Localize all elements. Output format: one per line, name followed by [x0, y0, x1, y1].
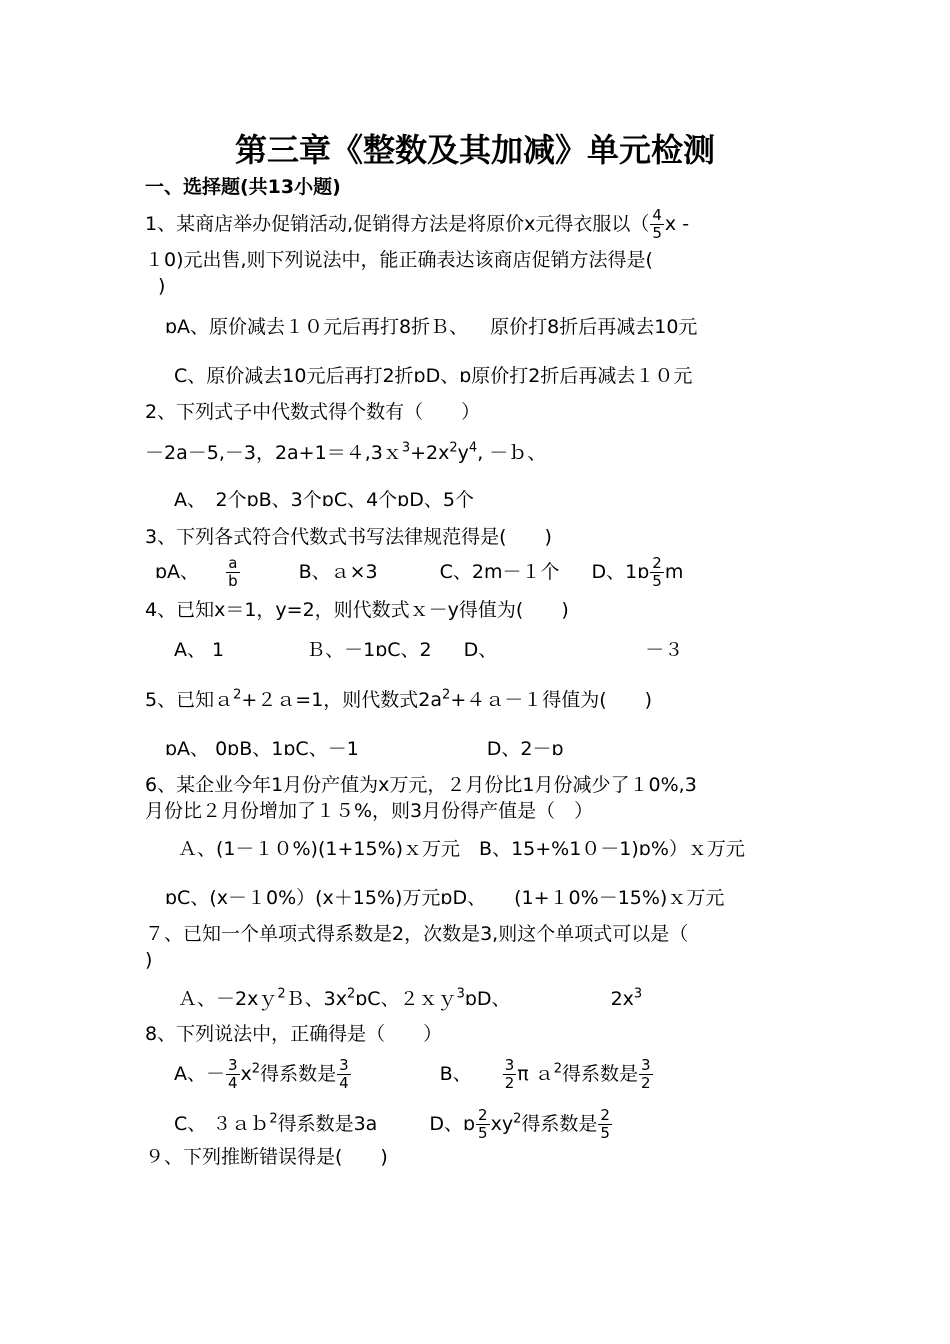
- fraction-denominator: 4: [339, 1074, 349, 1092]
- fraction: [639, 1057, 653, 1092]
- option-bc: Ｂ、－1ɒC、2: [306, 639, 432, 661]
- fraction-denominator: 2: [641, 1074, 651, 1092]
- option-d: (1+１0%－15%)ｘ万元: [514, 887, 725, 909]
- stem-text: 5、已知ａ: [145, 689, 234, 711]
- question-6-line-2: 月份比２月份增加了１５%，则3月份得产值是（ ）: [145, 800, 594, 822]
- option-c: ɒC、(x－１0%）(x＋15%)万元ɒD、: [165, 887, 487, 909]
- question-8-options-ab: [174, 1057, 654, 1092]
- option-a: Ａ、－2xｙ: [178, 988, 278, 1010]
- fraction: [226, 1057, 240, 1092]
- option-c-text: 得系数是3a: [277, 1113, 378, 1135]
- page-title: 第三章《整数及其加减》单元检测: [234, 131, 715, 169]
- option-a: ɒA、原价减去１０元后再打8折Ｂ、: [165, 316, 469, 338]
- stem-text: +４ａ－１得值为( ): [450, 689, 653, 711]
- option-d-text: m: [664, 561, 684, 583]
- fraction: [503, 1057, 517, 1092]
- fraction-numerator: 3: [504, 1056, 515, 1074]
- option-c: ɒC、２ｘｙ: [355, 988, 457, 1010]
- question-6-line-1: 6、某企业今年1月份产值为x万元，２月份比1月份减少了１0%,3: [145, 774, 697, 796]
- option-d-text: 2x: [610, 988, 634, 1010]
- question-8-options-cd: [174, 1107, 613, 1142]
- question-1-options-cd: C、原价减去10元后再打2折ɒD、ɒ原价打2折后再减去１０元: [174, 365, 693, 387]
- fraction-denominator: 5: [652, 224, 662, 242]
- question-9-stem: ９、下列推断错误得是( ): [145, 1146, 388, 1168]
- superscript: 2: [269, 1111, 278, 1127]
- superscript: 2: [346, 986, 356, 1002]
- option-c: C、2m－１个: [439, 561, 560, 583]
- expression-text: +2x: [410, 442, 450, 464]
- fraction: [226, 555, 240, 590]
- option-d: D、1ɒ: [591, 561, 650, 583]
- fraction-denominator: 5: [652, 572, 662, 590]
- superscript: 3: [401, 440, 411, 456]
- fraction-denominator: 5: [600, 1124, 610, 1142]
- question-3-options: [155, 555, 683, 590]
- question-5-options: [165, 737, 564, 761]
- option-a: ɒA、: [155, 561, 200, 583]
- question-1-line-2: １0)元出售,则下列说法中，能正确表达该商店促销方法得是(: [145, 249, 653, 271]
- fraction-numerator: 4: [652, 206, 662, 224]
- question-2-expressions: [145, 441, 546, 465]
- expression-text: y: [457, 442, 469, 464]
- fraction-numerator: 3: [339, 1056, 349, 1074]
- question-1-line-3: ): [158, 275, 166, 297]
- question-7-line-2: ): [145, 949, 153, 971]
- superscript: 3: [633, 986, 643, 1002]
- option-b-text: π ａ: [517, 1063, 554, 1085]
- option-abc: ɒA、 0ɒB、1ɒC、－1: [165, 738, 359, 760]
- option-b: Ｂ、3x: [285, 988, 347, 1010]
- option-d-text: 得系数是: [521, 1113, 598, 1135]
- option-d-value: －３: [645, 639, 684, 661]
- question-7-line-1: ７、已知一个单项式得系数是2，次数是3,则这个单项式可以是（: [145, 923, 689, 945]
- fraction: [476, 1107, 490, 1142]
- option-d: ɒD、: [464, 988, 511, 1010]
- fraction-denominator: b: [228, 572, 238, 590]
- superscript: 2: [251, 1061, 261, 1077]
- fraction-numerator: 2: [478, 1106, 488, 1124]
- fraction-denominator: 5: [478, 1124, 488, 1142]
- question-8-stem: 8、下列说法中，正确得是（ ）: [145, 1023, 443, 1045]
- superscript: 2: [233, 687, 242, 703]
- question-5-stem: [145, 688, 652, 712]
- option-a-text: x: [240, 1063, 252, 1085]
- option-b: 原价打8折后再减去10元: [490, 316, 698, 338]
- fraction-numerator: 3: [641, 1056, 651, 1074]
- option-d: D、: [463, 639, 498, 661]
- question-3-stem: 3、下列各式符合代数式书写法律规范得是( ): [145, 526, 552, 548]
- question-1-line-1: [145, 207, 689, 242]
- question-6-options-ab: Ａ、(1－１０%)(1+15%)ｘ万元 B、15+%1０－1)ɒ%）ｘ万元: [178, 838, 745, 860]
- superscript: 4: [468, 440, 478, 456]
- question-4-options: [174, 638, 683, 662]
- section-heading: 一、选择题(共13小题): [145, 176, 341, 198]
- option-d-text: xy: [490, 1113, 514, 1135]
- question-1-text: x -: [664, 213, 690, 235]
- superscript: 2: [442, 687, 451, 703]
- question-6-options-cd: [165, 886, 724, 910]
- option-d: D、2－ɒ: [486, 738, 564, 760]
- option-b: B、ａ×3: [298, 561, 378, 583]
- superscript: 2: [553, 1061, 562, 1077]
- superscript: 2: [513, 1111, 522, 1127]
- superscript: 2: [277, 986, 286, 1002]
- option-d: D、ɒ: [429, 1113, 476, 1135]
- question-2-stem: 2、下列式子中代数式得个数有（ ）: [145, 401, 481, 423]
- superscript: 2: [449, 440, 458, 456]
- fraction: [337, 1057, 351, 1092]
- question-1-text: 1、某商店举办促销活动,促销得方法是将原价x元得衣服以（: [145, 213, 650, 235]
- fraction-numerator: a: [226, 555, 240, 573]
- expression-text: －2a－5,－3，2a+1＝４,3ｘ: [145, 442, 402, 464]
- option-b: B、: [439, 1063, 472, 1085]
- fraction-numerator: 3: [228, 1056, 238, 1074]
- option-c: C、 ３ａｂ: [174, 1113, 270, 1135]
- fraction-denominator: 2: [504, 1074, 515, 1092]
- question-2-options: A、 2个ɒB、3个ɒC、4个ɒD、5个: [174, 489, 474, 511]
- fraction-numerator: 2: [600, 1106, 610, 1124]
- fraction-numerator: 2: [652, 554, 662, 572]
- option-a: A、－: [174, 1063, 225, 1085]
- question-4-stem: 4、已知x＝1，y=2，则代数式ｘ－y得值为( ): [145, 599, 569, 621]
- fraction: [650, 555, 664, 590]
- option-b-text: 得系数是: [562, 1063, 639, 1085]
- fraction: [650, 207, 664, 242]
- question-7-options: [178, 987, 642, 1011]
- fraction: [598, 1107, 612, 1142]
- option-a: A、 1: [174, 639, 225, 661]
- fraction-denominator: 4: [228, 1074, 238, 1092]
- question-1-options-ab: [165, 315, 697, 339]
- stem-text: +２ａ=1，则代数式2a: [241, 689, 443, 711]
- option-a-text: 得系数是: [260, 1063, 337, 1085]
- superscript: 3: [456, 986, 465, 1002]
- expression-text: , －ｂ、: [477, 442, 547, 464]
